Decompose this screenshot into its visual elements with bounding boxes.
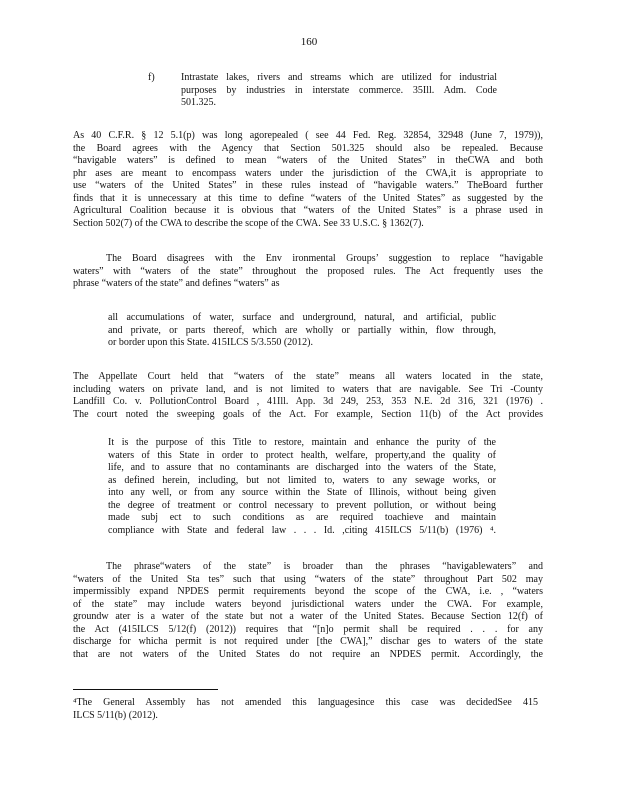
text-line: groundw ater is a water of the state but not a water of the United States. Because Section 12(f) of bbox=[73, 611, 543, 622]
text-line: The phrase“waters of the state” is broader than the phrases “havigablewaters” and bbox=[106, 561, 543, 572]
text-line: including waters on private land, and is not limited to waters that are navigable. See Tri -County bbox=[73, 383, 543, 395]
text-line: As 40 C.F.R. § 12 5.1(p) was long agorepealed ( see 44 Fed. Reg. 32854, 32948 (June 7, 1979)), bbox=[73, 130, 543, 141]
text-line: the Act (415ILCS 5/12(f) (2012)) requires that “[n]o permit shall be required . . . for any bbox=[73, 623, 543, 635]
text-line: Intrastate lakes, rivers and streams which are utilized for industrial bbox=[181, 72, 497, 83]
text-line: phr ases are meant to encompass waters under the jurisdiction of the CWA,it is appropriate to bbox=[73, 167, 543, 179]
text-line: 501.325. bbox=[181, 97, 216, 108]
text-line: of the state” may include waters beyond jurisdictional waters under the CWA. For example, bbox=[73, 598, 543, 610]
text-line: the degree of treatment or control necessary to prevent pollution, or without being bbox=[108, 499, 496, 511]
list-item-label: f) bbox=[148, 72, 155, 83]
text-line: that are not waters of the United States do not require an NPDES permit. Accordingly, the bbox=[73, 648, 543, 660]
text-line: Agricultural Coalition because it is obvious that “waters of the United States” is a phrase used in bbox=[73, 205, 543, 216]
text-line: impermissibly expand NPDES permit requirements beyond the scope of the CWA, i.e. , “waters bbox=[73, 586, 543, 597]
text-line: The Appellate Court held that “waters of the state” means all waters located in the state, bbox=[73, 371, 543, 382]
text-line: made subj ect to such conditions as are required toachieve and maintain bbox=[108, 512, 496, 523]
text-line: purposes by industries in interstate commerce. 35Ill. Adm. Code bbox=[181, 84, 497, 96]
text-line: Landfill Co. v. PollutionControl Board , 41Ill. App. 3d 249, 253, 353 N.E. 2d 316, 321 (1976) . bbox=[73, 396, 543, 407]
text-line: It is the purpose of this Title to restore, maintain and enhance the purity of the bbox=[108, 437, 496, 448]
text-line: the Board agrees with the Agency that Section 501.325 should also be repealed. Because bbox=[73, 142, 543, 154]
text-line: “havigable waters” is defined to mean “waters of the United States” in theCWA and both bbox=[73, 155, 543, 166]
block-quote-section-11b bbox=[108, 437, 496, 537]
paragraph-broader-phrase bbox=[73, 561, 543, 661]
text-line: ILCS 5/11(b) (2012). bbox=[73, 709, 158, 721]
text-line: or border upon this State. 415ILCS 5/3.550 (2012). bbox=[108, 337, 313, 348]
footnote bbox=[73, 697, 538, 722]
text-line: finds that it is unnecessary at this time to define “waters of the United States” as suggested by the bbox=[73, 192, 543, 204]
text-line: “waters of the United Sta tes” such that using “waters of the state” throughout Part 502 may bbox=[73, 573, 543, 585]
text-line: into any well, or from any source within the State of Illinois, without being given bbox=[108, 487, 496, 498]
text-line: The court noted the sweeping goals of the Act. For example, Section 11(b) of the Act provides bbox=[73, 408, 543, 420]
text-line: discharge for whicha permit is not required under [the CWA],” dischar ges to waters of the state bbox=[73, 636, 543, 647]
paragraph-cwa-repeal bbox=[73, 130, 543, 230]
text-line: life, and to assure that no contaminants are discharged into the waters of the State, bbox=[108, 462, 496, 473]
text-line: The Board disagrees with the Env ironmental Groups’ suggestion to replace “havigable bbox=[106, 253, 543, 264]
text-line: compliance with State and federal law . . . Id. ,citing 415ILCS 5/11(b) (1976) ⁴. bbox=[108, 524, 496, 536]
block-quote-waters-definition bbox=[108, 312, 496, 350]
page-number: 160 bbox=[300, 36, 318, 48]
text-line: phrase “waters of the state” and defines “waters” as bbox=[73, 278, 280, 289]
paragraph-appellate-court bbox=[73, 371, 543, 421]
text-line: as defined herein, including, but not limited to, waters to any sewage works, or bbox=[108, 474, 496, 486]
paragraph-board-disagrees bbox=[73, 253, 543, 291]
list-item-text bbox=[181, 72, 497, 110]
text-line: waters of this State in order to protect health, welfare, property,and the quality of bbox=[108, 449, 496, 461]
text-line: Section 502(7) of the CWA to describe the scope of the CWA. See 33 U.S.C. § 1362(7). bbox=[73, 217, 424, 229]
text-line: all accumulations of water, surface and underground, natural, and artificial, public bbox=[108, 312, 496, 323]
text-line: waters” with “waters of the state” throughout the proposed rules. The Act frequently uses the bbox=[73, 265, 543, 277]
text-line: ⁴The General Assembly has not amended this languagesince this case was decidedSee 415 bbox=[73, 697, 538, 708]
footnote-divider bbox=[73, 689, 218, 690]
text-line: use “waters of the United States” in these rules instead of “havigable waters.” TheBoard further bbox=[73, 180, 543, 191]
text-line: and private, or parts thereof, which are wholly or partially within, flow through, bbox=[108, 324, 496, 336]
